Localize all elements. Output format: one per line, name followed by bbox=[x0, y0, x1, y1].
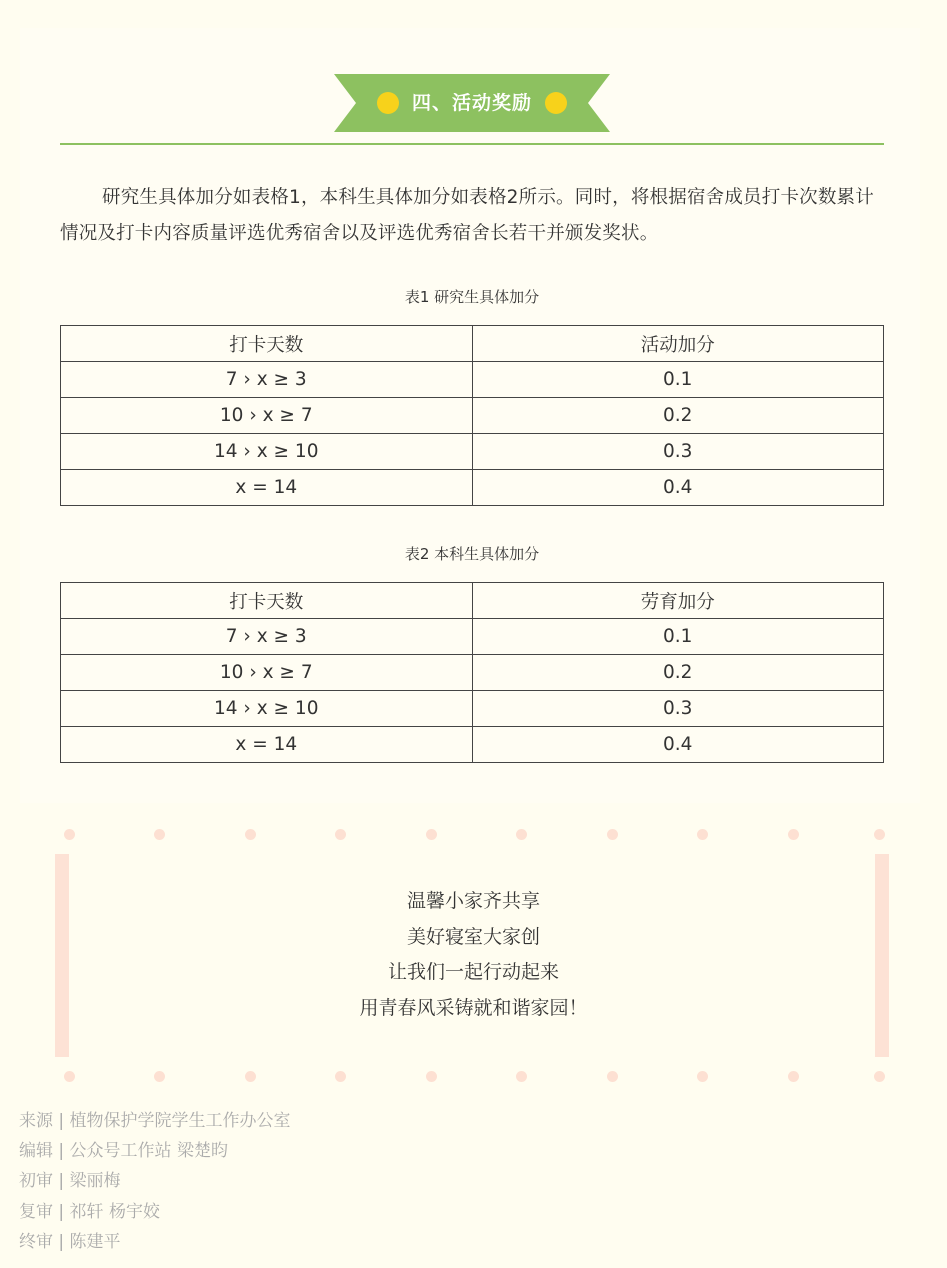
decor-dot bbox=[788, 1071, 799, 1082]
table-cell: 10 › x ≥ 7 bbox=[61, 655, 473, 691]
table-cell: 0.4 bbox=[472, 470, 884, 506]
table-cell: 0.2 bbox=[472, 398, 884, 434]
credit-line bbox=[19, 1106, 291, 1136]
table-cell: 0.4 bbox=[472, 727, 884, 763]
decor-dot bbox=[335, 1071, 346, 1082]
bottom-dot-row bbox=[64, 1071, 884, 1083]
decor-dot bbox=[245, 1071, 256, 1082]
poem-line: 温馨小家齐共享 bbox=[406, 890, 540, 912]
credit-value: 植物保护学院学生工作办公室 bbox=[69, 1111, 291, 1131]
decor-dot bbox=[426, 829, 437, 840]
credit-separator: | bbox=[58, 1201, 65, 1222]
section-title: 四、活动奖励 bbox=[411, 92, 532, 114]
table2 bbox=[60, 582, 884, 763]
table-cell: 0.2 bbox=[472, 655, 884, 691]
decor-dot bbox=[607, 829, 618, 840]
credits bbox=[19, 1106, 291, 1257]
table-row bbox=[61, 727, 884, 763]
table-header-cell: 打卡天数 bbox=[61, 326, 473, 362]
closing-poem bbox=[0, 884, 947, 1026]
table-header-cell: 劳育加分 bbox=[472, 583, 884, 619]
table-row bbox=[61, 398, 884, 434]
table-cell: 7 › x ≥ 3 bbox=[61, 362, 473, 398]
table-cell: 10 › x ≥ 7 bbox=[61, 398, 473, 434]
table-cell: 0.1 bbox=[472, 619, 884, 655]
credit-line bbox=[19, 1166, 291, 1196]
table2-caption: 表2 本科生具体加分 bbox=[404, 545, 540, 563]
decor-dot bbox=[607, 1071, 618, 1082]
credit-role: 来源 bbox=[19, 1111, 53, 1131]
decor-dot bbox=[154, 829, 165, 840]
table-header-row bbox=[61, 583, 884, 619]
credit-separator: | bbox=[58, 1171, 65, 1192]
table-cell: 14 › x ≥ 10 bbox=[61, 434, 473, 470]
decor-dot bbox=[874, 829, 885, 840]
credit-role: 终审 bbox=[19, 1231, 53, 1252]
credit-role: 复审 bbox=[19, 1201, 53, 1222]
credit-line bbox=[19, 1136, 291, 1166]
table1 bbox=[60, 325, 884, 506]
table-cell: 0.3 bbox=[472, 691, 884, 727]
table-row bbox=[61, 691, 884, 727]
credit-separator: | bbox=[58, 1141, 65, 1162]
table-header-cell: 打卡天数 bbox=[61, 583, 473, 619]
top-dot-row bbox=[64, 829, 884, 841]
table-cell: x = 14 bbox=[61, 470, 473, 506]
table-row bbox=[61, 362, 884, 398]
credit-value: 祁轩 杨宇姣 bbox=[69, 1201, 160, 1222]
credit-separator: | bbox=[58, 1231, 65, 1252]
table-row bbox=[61, 470, 884, 506]
poem-line: 美好寝室大家创 bbox=[406, 925, 540, 948]
decor-dot bbox=[64, 1071, 75, 1082]
section-divider bbox=[60, 143, 884, 145]
decor-dot bbox=[697, 1071, 708, 1082]
poem-line: 让我们一起行动起来 bbox=[387, 961, 559, 983]
table-cell: 0.1 bbox=[472, 362, 884, 398]
credit-role: 初审 bbox=[19, 1171, 53, 1192]
table-row bbox=[61, 655, 884, 691]
decor-dot bbox=[697, 829, 708, 840]
intro-paragraph: 研究生具体加分如表格1，本科生具体加分如表格2所示。同时，将根据宿舍成员打卡次数累计情况及打卡内容质量评选优秀宿舍以及评选优秀宿舍长若干并颁发奖状。 bbox=[60, 187, 874, 244]
section-banner bbox=[334, 74, 610, 132]
credit-role: 编辑 bbox=[19, 1141, 53, 1162]
decor-dot bbox=[335, 829, 346, 840]
credit-value: 公众号工作站 梁楚昀 bbox=[69, 1141, 228, 1162]
credit-line bbox=[19, 1197, 291, 1227]
poem-line: 用青春风采铸就和谐家园！ bbox=[359, 996, 588, 1019]
table-cell: 14 › x ≥ 10 bbox=[61, 691, 473, 727]
table-header-cell: 活动加分 bbox=[472, 326, 884, 362]
decor-dot bbox=[874, 1071, 885, 1082]
decor-dot bbox=[245, 829, 256, 840]
credit-line bbox=[19, 1227, 291, 1257]
decor-dot bbox=[516, 1071, 527, 1082]
table-header-row bbox=[61, 326, 884, 362]
decor-dot bbox=[788, 829, 799, 840]
table1-caption: 表1 研究生具体加分 bbox=[404, 288, 540, 306]
credit-separator: | bbox=[58, 1111, 65, 1131]
table-cell: 7 › x ≥ 3 bbox=[61, 619, 473, 655]
table-cell: 0.3 bbox=[472, 434, 884, 470]
decor-dot bbox=[516, 829, 527, 840]
decor-dot bbox=[64, 829, 75, 840]
table-cell: x = 14 bbox=[61, 727, 473, 763]
credit-value: 陈建平 bbox=[69, 1231, 121, 1252]
decor-dot bbox=[426, 1071, 437, 1082]
table-row bbox=[61, 619, 884, 655]
decor-dot bbox=[154, 1071, 165, 1082]
table-row bbox=[61, 434, 884, 470]
credit-value: 梁丽梅 bbox=[69, 1171, 121, 1192]
